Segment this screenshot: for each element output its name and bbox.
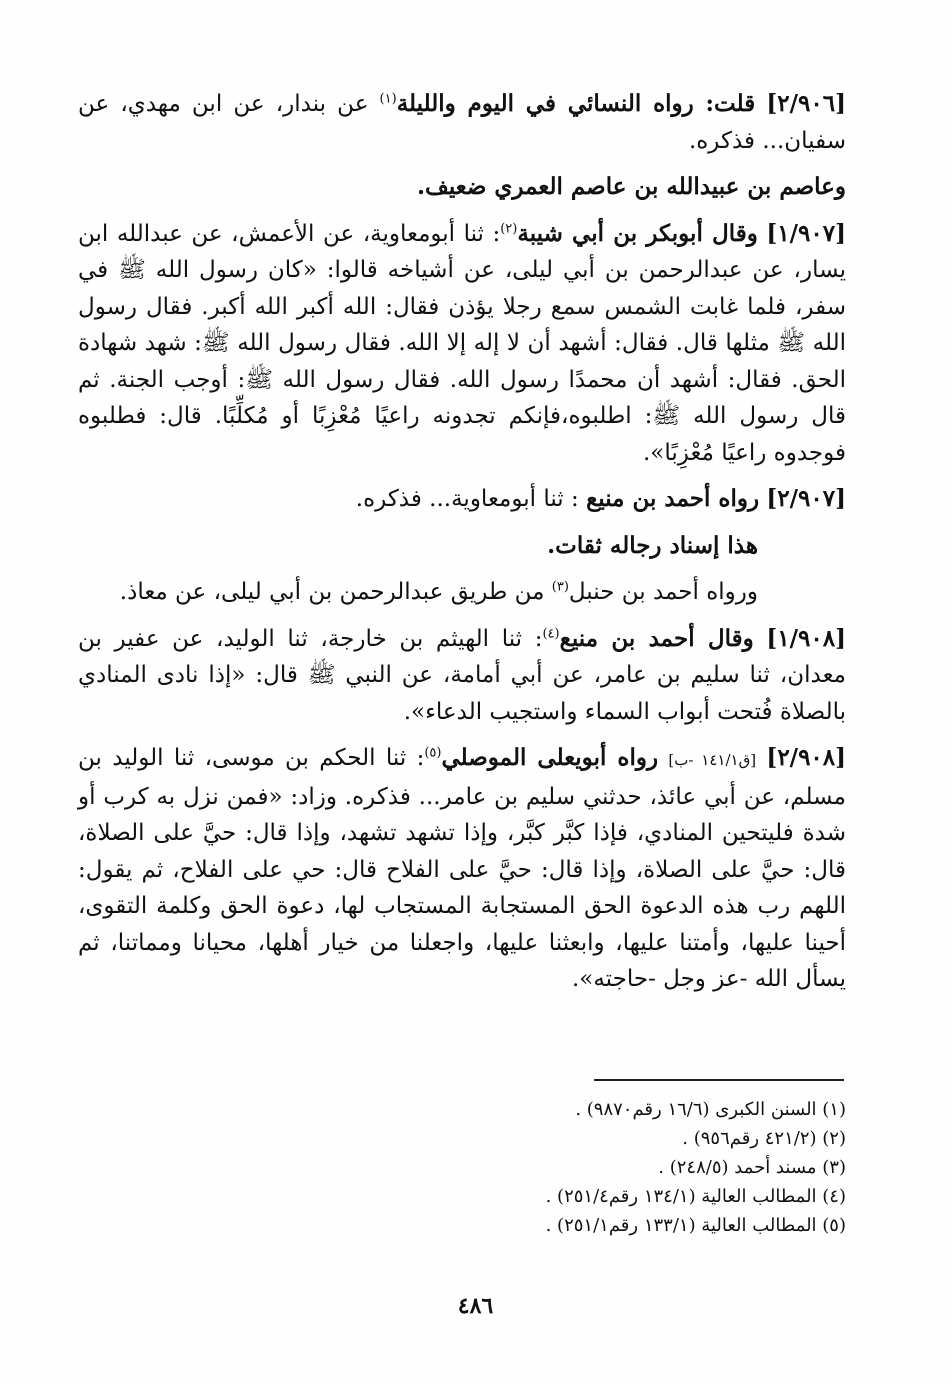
footnote-marker: (٣) <box>551 579 569 595</box>
page-number: ٤٨٦ <box>457 1293 494 1319</box>
footnote-2: (٢) (٤٢١/٢ رقم٩٥٦) . <box>682 1128 846 1149</box>
narration-lead: ورواه أحمد بن حنبل <box>568 579 758 605</box>
hadith-number: [٢/٩٠٦] <box>766 90 846 117</box>
narration-lead: وقال أبوبكر بن أبي شيبة <box>517 219 758 247</box>
paragraph-grading-asim <box>78 169 846 206</box>
footnote-5: (٥) المطالب العالية (١٣٣/١ رقم٢٥١/١) . <box>545 1215 846 1236</box>
narration-lead: قلت: رواه النسائي في اليوم والليلة <box>396 90 756 117</box>
footnote-divider <box>594 1079 844 1081</box>
narration-lead: وقال أحمد بن منيع <box>559 624 754 652</box>
paragraph-text: عن بندار، عن ابن مهدي، عن سفيان... فذكره. <box>78 91 846 154</box>
footnote-4: (٤) المطالب العالية (١٣٤/١ رقم٢٥١/٤) . <box>545 1186 846 1207</box>
narration-lead: رواه أحمد بن منيع <box>586 485 760 512</box>
footnote-1: (١) السنن الكبرى (١٦/٦ رقم٩٨٧٠) . <box>575 1099 846 1120</box>
paragraph-907-2 <box>78 481 846 518</box>
hadith-number: [٢/٩٠٨] <box>766 744 847 771</box>
footnote-3: (٣) مسند أحمد (٢٤٨/٥) . <box>658 1157 846 1178</box>
paragraph-text: وعاصم بن عبيدالله بن عاصم العمري ضعيف. <box>417 173 846 200</box>
paragraph-text: : ثنا أبومعاوية... فذكره. <box>355 486 587 512</box>
footnote-marker: (٢) <box>500 220 518 236</box>
paragraph-text: : ثنا الحكم بن موسى، ثنا الوليد بن مسلم، عن أبي عائذ، حدثني سليم بن عامر... فذكره. وزاد: «فمن نزل به كرب أو شدة فليتحين المنادي، فإذا كبَّر كبَّر، وإذا تشهد تشهد، وإذا قال: حيَّ على الصلاة، قال: حيَّ على الصلاة، وإذا قال: حيَّ على الفلاح قال: حي على الفلاح، ثم يقول: اللهم رب هذه الدعوة الحق المستجابة المستجاب لها، دعوة الحق وكلمة التقوى، أحينا عليها، وأمتنا عليها، وابعثنا عليها، واجعلنا من خيار أهلها، محيانا ومماتنا، ثم يسأل الله -عز وجل -حاجته». <box>78 745 846 992</box>
paragraph-text: : ثنا أبومعاوية، عن الأعمش، عن عبدالله ابن يسار، عن عبدالرحمن بن أبي ليلى، عن أشياخه قالوا: «كان رسول الله ﷺ في سفر، فلما غابت الشمس سمع رجلا يؤذن فقال: الله أكبر الله أكبر. فقال رسول الله ﷺ مثلها قال. فقال: أشهد أن لا إله إلا الله. فقال رسول الله ﷺ: شهد شهادة الحق. فقال: أشهد أن محمدًا رسول الله. فقال رسول الله ﷺ: أوجب الجنة. ثم قال رسول الله ﷺ: اطلبوه،فإنكم تجدونه راعيًا مُعْزِبًا أو مُكلِّبًا. قال: فطلبوه فوجدوه راعيًا مُعْزِبًا». <box>78 220 846 466</box>
paragraph-ahmad-ibn-hanbal <box>78 574 846 611</box>
narration-lead: رواه أبويعلى الموصلي <box>441 744 659 771</box>
hadith-number: [١/٩٠٧] <box>766 219 847 247</box>
manuscript-folio-note: [ق١٤١/١ -ب] <box>668 751 757 769</box>
paragraph-908-2 <box>78 740 846 998</box>
footnote-marker: (٤) <box>542 625 560 641</box>
footnotes <box>300 1095 846 1240</box>
paragraph-906-2 <box>78 86 846 159</box>
paragraph-text: هذا إسناد رجاله ثقات. <box>547 531 758 559</box>
paragraph-grading-isnad <box>78 528 846 565</box>
footnote-marker: (٥) <box>424 745 442 761</box>
main-text <box>78 86 846 1008</box>
hadith-number: [٢/٩٠٧] <box>766 485 846 512</box>
footnote-marker: (١) <box>379 91 397 107</box>
paragraph-text: : ثنا الهيثم بن خارجة، ثنا الوليد، عن عفير بن معدان، ثنا سليم بن عامر، عن أبي أمامة، عن النبي ﷺ قال: «إذا نادى المنادي بالصلاة فُتحت أبواب السماء واستجيب الدعاء». <box>78 625 846 725</box>
paragraph-text: من طريق عبدالرحمن بن أبي ليلى، عن معاذ. <box>119 579 552 605</box>
hadith-number: [١/٩٠٨] <box>766 624 846 652</box>
paragraph-908-1 <box>78 621 846 731</box>
paragraph-907-1 <box>78 216 846 472</box>
